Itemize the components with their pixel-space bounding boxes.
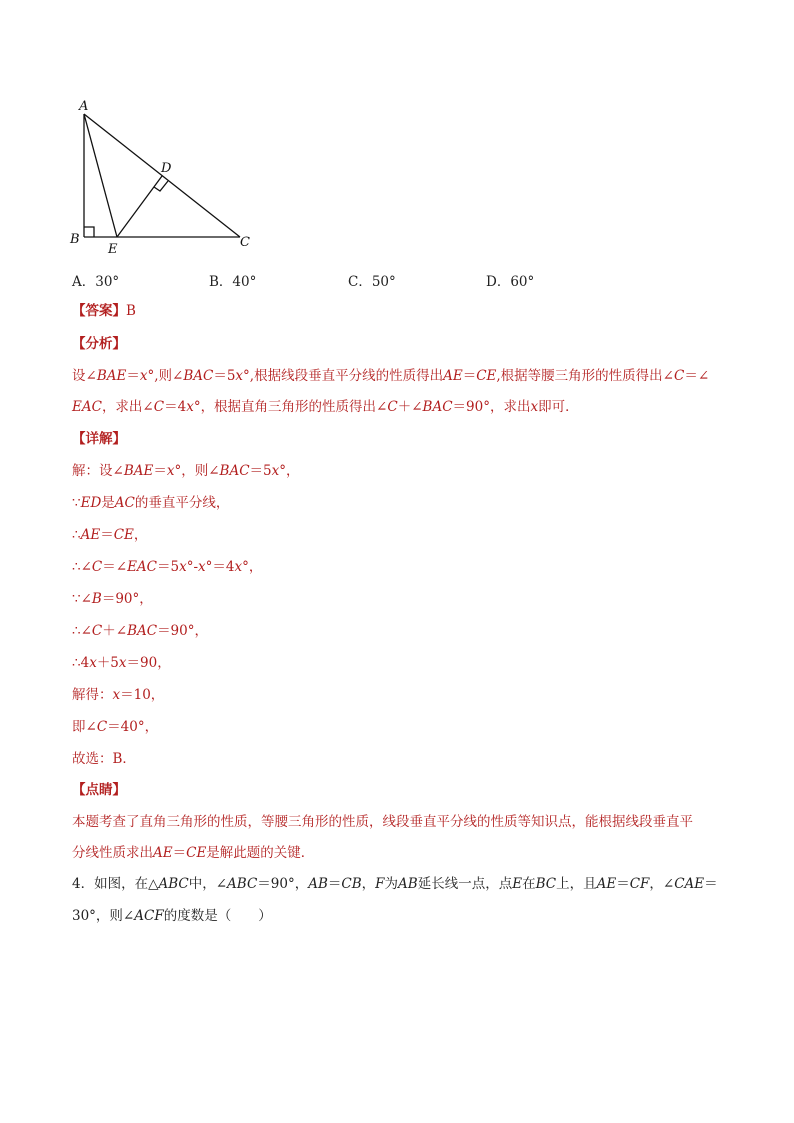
text-run: x [112,687,121,703]
text-run: ＋∠ [397,399,423,415]
text-run: x [118,655,127,671]
text-run: ＝ [704,876,718,892]
text-run: AE [153,845,173,861]
text-run: ＋∠ [102,623,128,639]
text-run: CE [113,527,134,543]
text-run: AB [398,876,418,892]
text-run: ， [133,527,148,543]
text-run: CB [341,876,362,892]
segment-ae [84,114,117,237]
text-run: 即∠ [72,719,97,735]
text-run: ＝40°， [107,719,159,735]
detail-line-8 [72,685,164,705]
text-run: BC [535,876,557,892]
text-run: x [179,559,187,575]
text-run: C [674,368,685,384]
text-run: ，求出∠ [101,399,154,415]
text-run: ＝90°， [257,876,309,892]
text-run: CE [186,845,207,861]
detail-line-2 [72,493,229,513]
text-run: EAC [127,559,157,575]
text-run: ∵ [72,495,81,511]
text-run: ∴ [72,527,81,543]
text-run: ，∠ [649,876,675,892]
analysis-line-1 [72,366,709,386]
text-run: ＝5 [213,368,236,384]
text-run: 设∠ [72,368,97,384]
text-run: ∵∠ [72,591,92,607]
text-run: ＝90， [126,655,171,671]
text-run: ＝5 [157,559,180,575]
text-run: C [153,399,165,415]
text-run: ＝10， [120,687,165,703]
text-run: CAE [674,876,705,892]
text-run: AE [80,527,101,543]
question-4-line-1 [72,874,718,894]
text-run: x [139,368,148,384]
option-c: C．50° [348,274,396,290]
text-run: BAE [96,368,127,384]
triangle-figure [62,94,262,256]
text-run: BAC [422,399,453,415]
text-run: 的垂直平分线， [134,495,230,511]
text-run: CE [476,368,497,384]
text-run: 解：设∠ [72,463,124,479]
text-run: 是解此题的关键． [206,845,315,861]
text-run: AE [443,368,463,384]
text-run: B [91,591,102,607]
text-run: 4．如图，在△ [72,876,159,892]
text-run: ＝ [100,527,114,543]
label-b: B [70,232,80,247]
text-run: x [186,399,194,415]
text-run: C [91,559,103,575]
text-run: x [89,655,97,671]
text-run: ＝ [126,368,140,384]
right-angle-mark-d [154,181,168,191]
text-run: BAC [127,623,158,639]
detail-line-5 [72,589,153,609]
text-run: ＝∠ [684,368,710,384]
text-run: ＝5 [249,463,272,479]
detail-label [72,429,126,449]
text-run: ＝ [462,368,477,384]
text-run: BAE [123,463,154,479]
text-run: ∴∠ [72,559,92,575]
text-run: ABC [158,876,189,892]
text-run: x [166,463,175,479]
text-run: ， [361,876,376,892]
analysis-line-2 [72,397,579,417]
text-run: C [91,623,103,639]
text-run: C [96,719,108,735]
detail-line-10 [72,749,136,769]
text-run: CF [629,876,650,892]
comment-line-2 [72,843,314,863]
text-run: 的度数是（ ） [163,908,272,924]
detail-line-6 [72,621,208,641]
text-run: ＝ [172,845,187,861]
text-run: ＝ [616,876,630,892]
text-run: ＝90°， [101,591,153,607]
text-run: 上，且 [556,876,597,892]
text-run: x [234,559,243,575]
text-run: 延长线一点，点 [417,876,513,892]
question-4-line-2 [72,906,272,926]
text-run: ∴∠ [72,623,92,639]
text-run: 中，∠ [188,876,228,892]
text-run: ＝90°，求出 [452,399,531,415]
detail-line-9 [72,717,158,737]
text-run: 30°，则∠ [72,908,135,924]
text-run: °- [186,559,199,575]
answer-options [72,270,632,290]
text-run: ＝ [153,463,167,479]
option-d: D．60° [486,274,535,290]
text-run: 即可． [538,399,579,415]
text-run: °,则∠ [147,368,184,384]
detail-line-7 [72,653,171,673]
detail-line-3 [72,525,147,545]
detail-heading: 【详解】 [72,431,126,447]
comment-heading: 【点睛】 [72,782,126,798]
answer-line [72,301,136,321]
text-run: ∴4 [72,655,90,671]
text-run: °，根据直角三角形的性质得出∠ [193,399,388,415]
text-run: ＝90°， [157,623,208,639]
answer-label: 【答案】 [72,303,126,319]
label-e: E [108,242,118,256]
text-run: ED [80,495,102,511]
text-run: 是 [101,495,115,511]
segment-ed [117,176,162,237]
text-run: °， [242,559,263,575]
text-run: AC [114,495,135,511]
text-run: 故选：B． [72,751,136,767]
text-run: AE [596,876,617,892]
text-run: 为 [384,876,399,892]
label-c: C [240,235,250,250]
text-run: ＝ [327,876,342,892]
text-run: x [198,559,206,575]
text-run: °,根据线段垂直平分线的性质得出 [243,368,444,384]
comment-line-1 [72,812,693,832]
detail-line-4 [72,557,262,577]
analysis-heading: 【分析】 [72,336,126,352]
text-run: x [530,399,539,415]
text-run: ＋5 [96,655,119,671]
label-a: A [79,99,89,114]
option-a: A．30° [72,274,120,290]
right-angle-mark-b [84,227,94,237]
text-run: ＝∠ [102,559,128,575]
option-b: B．40° [209,274,257,290]
label-d: D [161,161,172,176]
text-run: 解得： [72,687,113,703]
text-run: °＝4 [205,559,235,575]
text-run: BAC [183,368,214,384]
text-run: 分线性质求出 [72,845,153,861]
text-run: ,根据等腰三角形的性质得出∠ [496,368,674,384]
text-run: 在 [522,876,536,892]
text-run: BAC [219,463,250,479]
comment-label [72,780,126,800]
text-run: C [387,399,398,415]
answer-value: B [126,303,136,319]
text-run: F [375,876,385,892]
text-run: °，则∠ [174,463,220,479]
text-run: °， [279,463,300,479]
text-run: ABC [227,876,258,892]
text-run: E [512,876,523,892]
text-run: ACF [134,908,164,924]
detail-line-1 [72,461,300,481]
analysis-label [72,334,126,354]
text-run: x [235,368,244,384]
text-run: x [271,463,280,479]
text-run: EAC [72,399,102,415]
text-run: AB [308,876,328,892]
text-run: 本题考查了直角三角形的性质，等腰三角形的性质，线段垂直平分线的性质等知识点，能根据线段垂直平 [72,814,693,830]
text-run: ＝4 [164,399,187,415]
